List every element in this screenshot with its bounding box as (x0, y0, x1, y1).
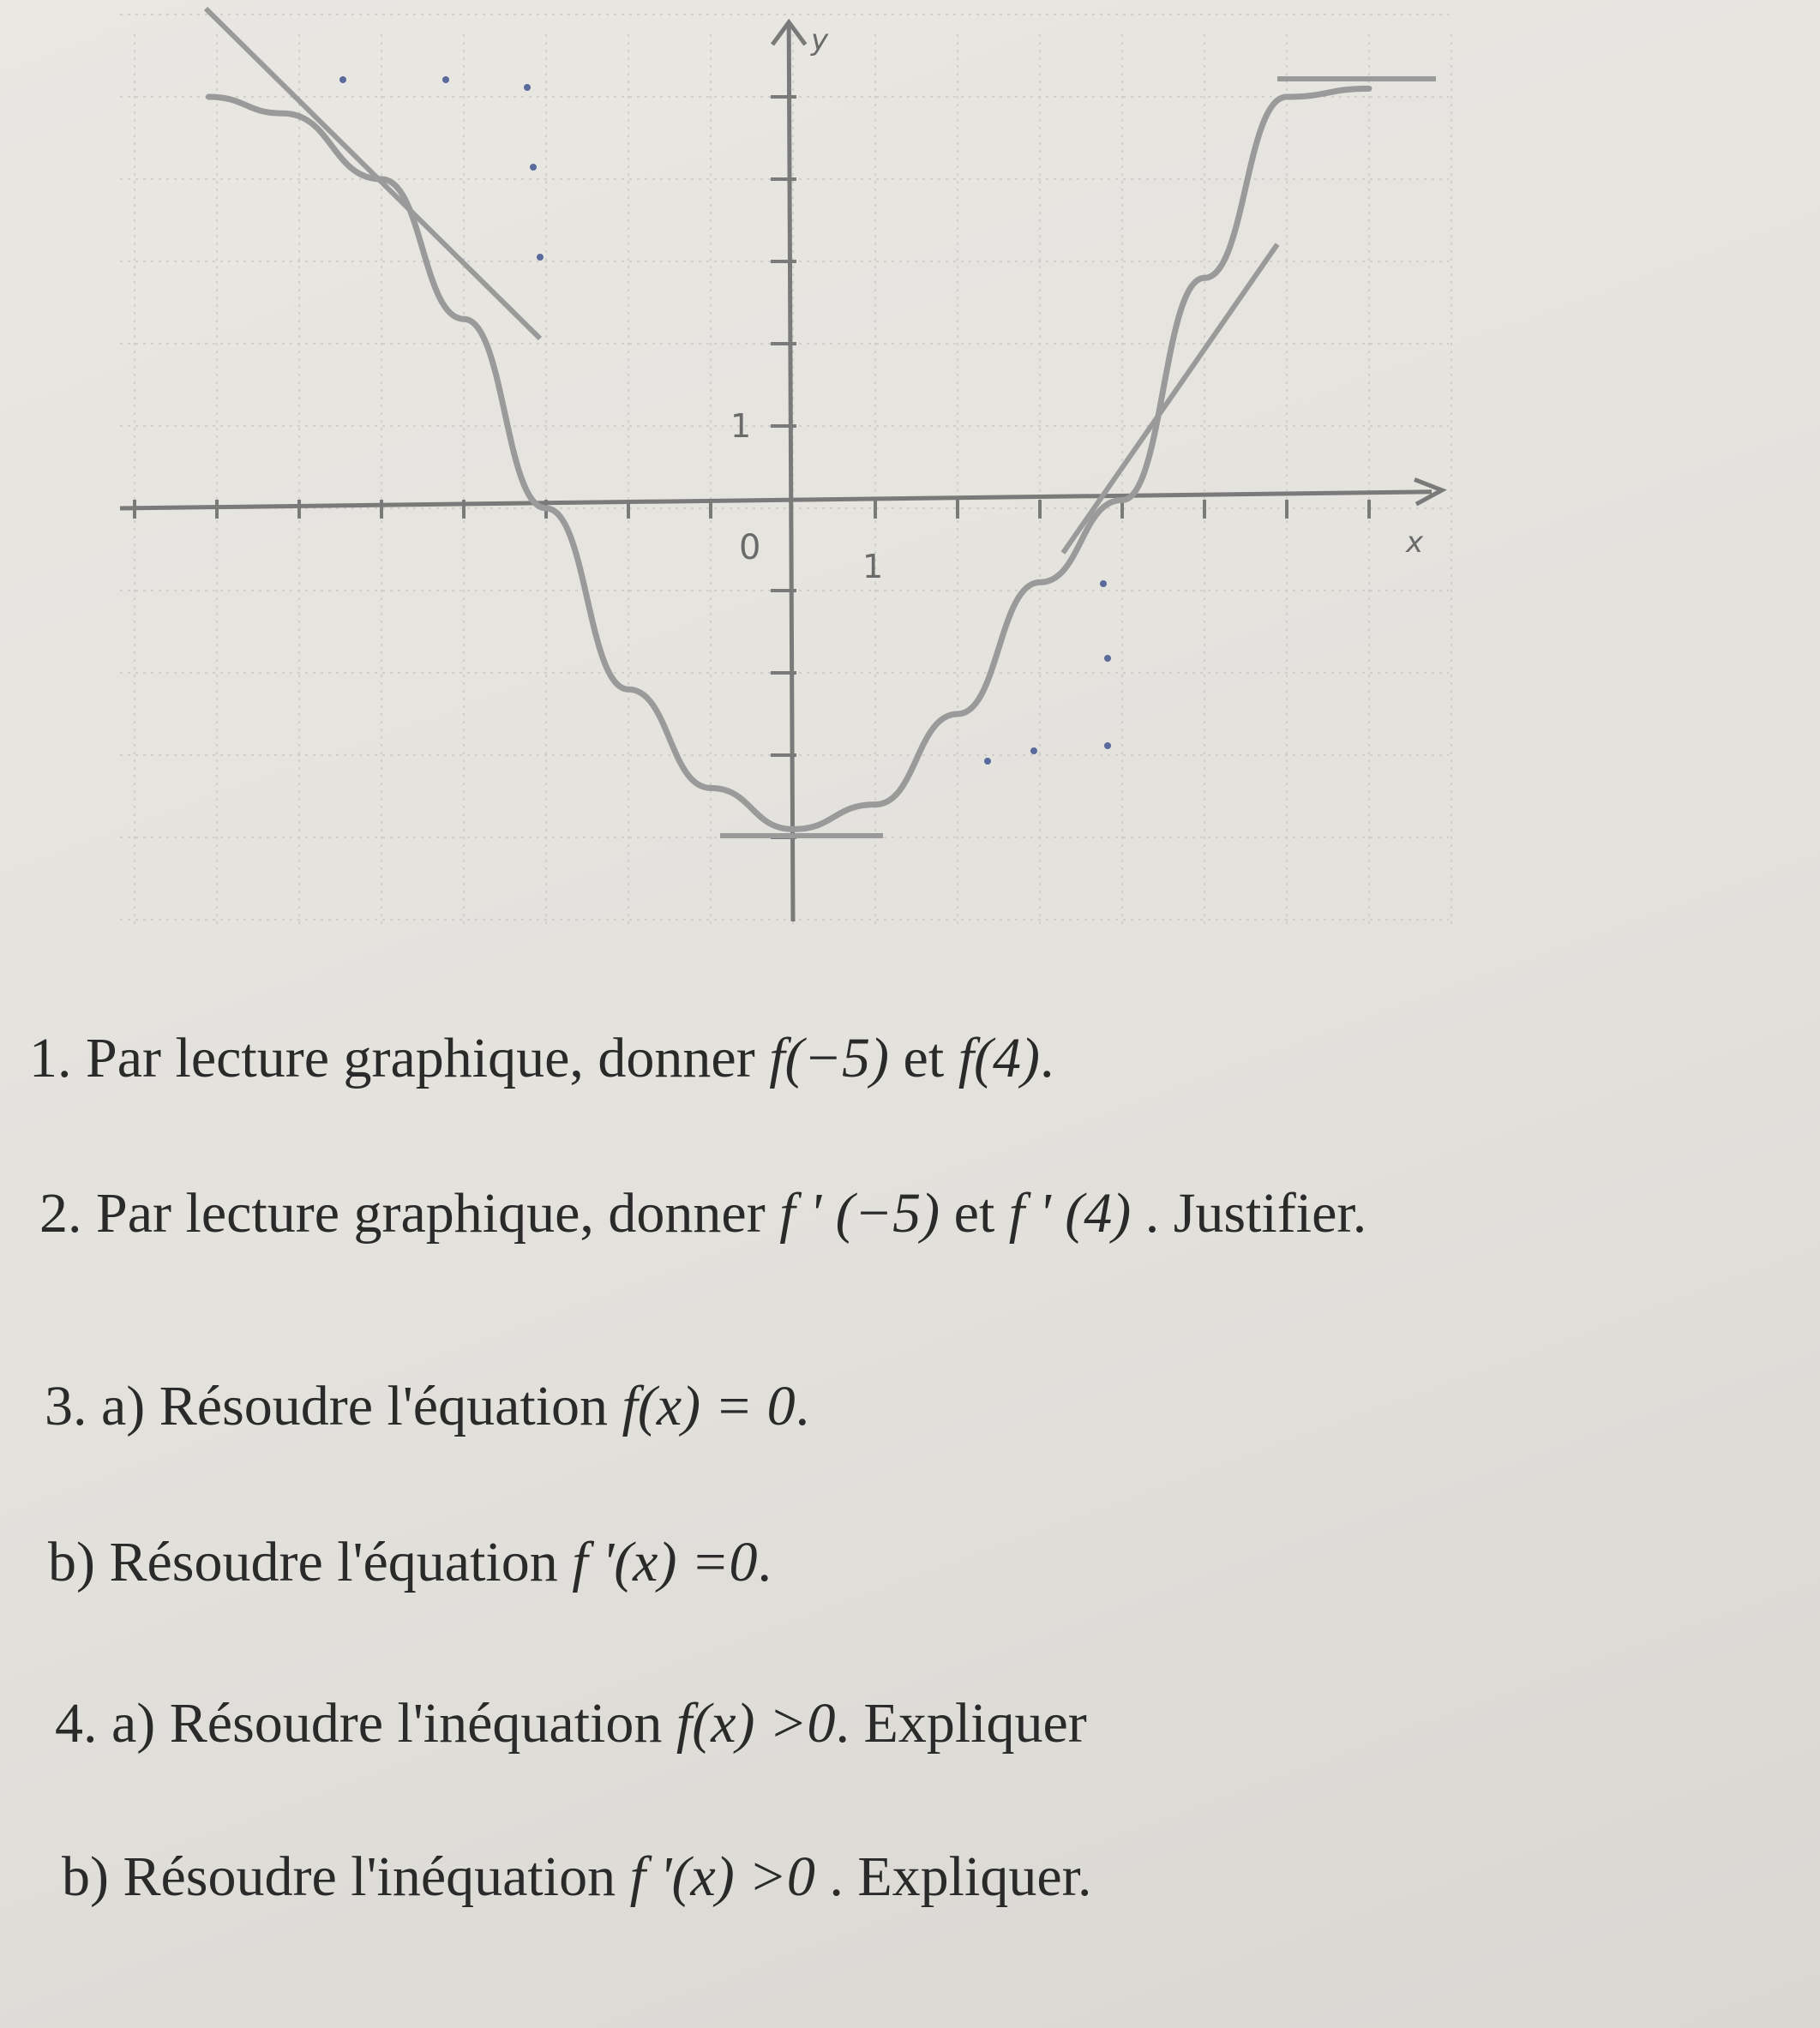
math-expression: f ' (4) (1008, 1182, 1132, 1245)
question-text: . Expliquer (835, 1692, 1087, 1755)
question-text: . Expliquer. (814, 1845, 1092, 1908)
question-3a (45, 1375, 810, 1437)
math-expression: f(x) = 0 (622, 1375, 796, 1437)
question-text: b) Résoudre l'inéquation (62, 1845, 630, 1908)
x-tick-label-one: 1 (862, 548, 884, 585)
math-expression: f(−5) (769, 1027, 890, 1089)
question-text: . (795, 1375, 810, 1437)
question-text: 3. a) Résoudre l'équation (45, 1375, 622, 1437)
origin-label: 0 (739, 528, 761, 567)
x-axis-label: x (1406, 525, 1424, 560)
question-3b (48, 1531, 772, 1593)
question-text: 2. Par lecture graphique, donner (39, 1182, 780, 1245)
question-text: et (889, 1027, 958, 1089)
question-text: . Justifier. (1131, 1182, 1367, 1245)
math-expression: f(4) (958, 1027, 1040, 1089)
question-4a (55, 1692, 1087, 1755)
question-text: . (757, 1531, 772, 1593)
question-2 (39, 1182, 1367, 1245)
question-1 (29, 1027, 1054, 1089)
question-text: 1. Par lecture graphique, donner (29, 1027, 770, 1089)
question-4b (62, 1845, 1092, 1908)
question-text: . (1039, 1027, 1054, 1089)
question-text: b) Résoudre l'équation (48, 1531, 573, 1593)
math-expression: f(x) >0 (676, 1692, 836, 1755)
math-expression: f ' (−5) (779, 1182, 940, 1245)
y-axis-label: y (811, 23, 829, 57)
question-text: 4. a) Résoudre l'inéquation (55, 1692, 676, 1755)
question-text: et (940, 1182, 1009, 1245)
y-tick-label-one: 1 (730, 407, 752, 445)
math-expression: f '(x) >0 (629, 1845, 815, 1908)
math-expression: f '(x) =0 (572, 1531, 758, 1593)
